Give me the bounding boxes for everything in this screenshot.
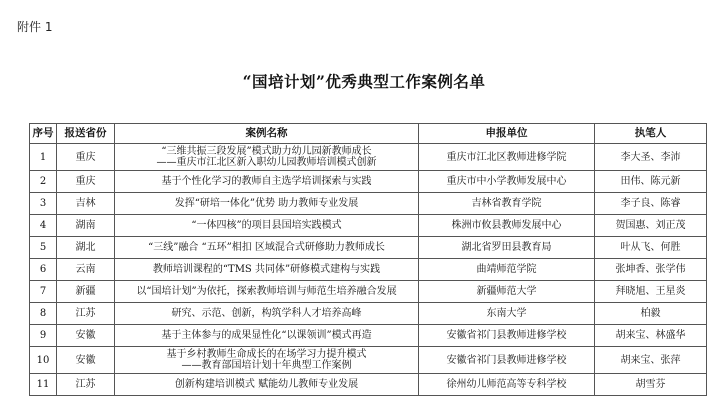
row-unit: 重庆市江北区教师进修学院 — [419, 144, 595, 171]
row-author: 田伟、陈元新 — [595, 171, 707, 193]
annex-label: 附件 1 — [17, 20, 53, 34]
table-row — [30, 281, 707, 303]
row-number: 6 — [30, 259, 57, 281]
row-number: 4 — [30, 215, 57, 237]
row-number: 3 — [30, 193, 57, 215]
row-unit: 安徽省祁门县教师进修学校 — [419, 347, 595, 374]
case-name-line: 教师培训课程的“TMS 共同体”研修模式建构与实践 — [152, 264, 381, 275]
case-name-line: 研究、示范、创新，构筑学科人才培养高峰 — [171, 308, 362, 319]
row-author: 贺国惠、刘正茂 — [595, 215, 707, 237]
row-province: 湖南 — [57, 215, 115, 237]
row-unit: 新疆师范大学 — [419, 281, 595, 303]
table-header-row — [30, 124, 707, 144]
row-case-name — [115, 347, 419, 374]
header-case: 案例名称 — [115, 124, 419, 144]
row-number: 9 — [30, 325, 57, 347]
row-province: 安徽 — [57, 347, 115, 374]
row-number: 2 — [30, 171, 57, 193]
row-unit: 东南大学 — [419, 303, 595, 325]
case-name-line: 以“国培计划”为依托，探索教师培训与师范生培养融合发展 — [136, 286, 397, 297]
row-unit: 吉林省教育学院 — [419, 193, 595, 215]
table-row — [30, 215, 707, 237]
row-author: 胡雪芬 — [595, 374, 707, 396]
row-unit: 安徽省祁门县教师进修学校 — [419, 325, 595, 347]
row-author: 张坤香、张学伟 — [595, 259, 707, 281]
header-unit: 申报单位 — [419, 124, 595, 144]
row-author: 李子良、陈睿 — [595, 193, 707, 215]
row-number: 7 — [30, 281, 57, 303]
table-row — [30, 303, 707, 325]
case-name-line: “三维共振三段发展”模式助力幼儿园新教师成长 — [161, 146, 372, 157]
header-province: 报送省份 — [57, 124, 115, 144]
row-number: 1 — [30, 144, 57, 171]
row-unit: 曲靖师范学院 — [419, 259, 595, 281]
case-name-line: “三线”融合 “五环”相扣 区域混合式研修助力教师成长 — [148, 242, 385, 253]
case-name-line: 发挥“研培一体化”优势 助力教师专业发展 — [174, 198, 359, 209]
row-author: 叶从飞、何胜 — [595, 237, 707, 259]
case-name-line: ——教育部国培计划十年典型工作案例 — [181, 360, 352, 371]
case-name-line: “一体四核”的项目县国培实践模式 — [191, 220, 342, 231]
row-case-name — [115, 325, 419, 347]
table-row — [30, 325, 707, 347]
row-author: 柏毅 — [595, 303, 707, 325]
row-unit: 徐州幼儿师范高等专科学校 — [419, 374, 595, 396]
row-case-name — [115, 193, 419, 215]
case-list-table — [29, 123, 707, 396]
row-case-name — [115, 303, 419, 325]
case-name-line: 基于乡村教师生命成长的在场学习力提升模式 — [166, 349, 367, 360]
row-case-name — [115, 374, 419, 396]
row-case-name — [115, 281, 419, 303]
case-name-line: 基于主体参与的成果显性化“以课领训”模式再造 — [161, 330, 372, 341]
row-province: 新疆 — [57, 281, 115, 303]
row-case-name — [115, 259, 419, 281]
row-number: 5 — [30, 237, 57, 259]
row-unit: 重庆市中小学教师发展中心 — [419, 171, 595, 193]
row-province: 江苏 — [57, 374, 115, 396]
table-row — [30, 193, 707, 215]
table-row — [30, 171, 707, 193]
row-author: 拜晓旭、王星炎 — [595, 281, 707, 303]
row-case-name — [115, 237, 419, 259]
table-row — [30, 237, 707, 259]
table-row — [30, 347, 707, 374]
row-province: 湖北 — [57, 237, 115, 259]
row-number: 8 — [30, 303, 57, 325]
row-author: 胡来宝、林盛华 — [595, 325, 707, 347]
case-name-line: ——重庆市江北区新入职幼儿园教师培训模式创新 — [156, 157, 377, 168]
row-unit: 湖北省罗田县教育局 — [419, 237, 595, 259]
row-author: 李大圣、李沛 — [595, 144, 707, 171]
document-title: “国培计划”优秀典型工作案例名单 — [242, 72, 486, 91]
row-province: 安徽 — [57, 325, 115, 347]
row-case-name — [115, 144, 419, 171]
row-province: 云南 — [57, 259, 115, 281]
row-unit: 株洲市攸县教师发展中心 — [419, 215, 595, 237]
case-name-line: 创新构建培训模式 赋能幼儿教师专业发展 — [174, 379, 359, 390]
header-author: 执笔人 — [595, 124, 707, 144]
row-province: 江苏 — [57, 303, 115, 325]
row-province: 吉林 — [57, 193, 115, 215]
header-no: 序号 — [30, 124, 57, 144]
row-number: 11 — [30, 374, 57, 396]
row-province: 重庆 — [57, 144, 115, 171]
row-case-name — [115, 171, 419, 193]
row-author: 胡来宝、张萍 — [595, 347, 707, 374]
case-name-line: 基于个性化学习的教师自主选学培训探索与实践 — [161, 176, 372, 187]
table-row — [30, 374, 707, 396]
table-row — [30, 144, 707, 171]
row-case-name — [115, 215, 419, 237]
row-province: 重庆 — [57, 171, 115, 193]
table-row — [30, 259, 707, 281]
row-number: 10 — [30, 347, 57, 374]
